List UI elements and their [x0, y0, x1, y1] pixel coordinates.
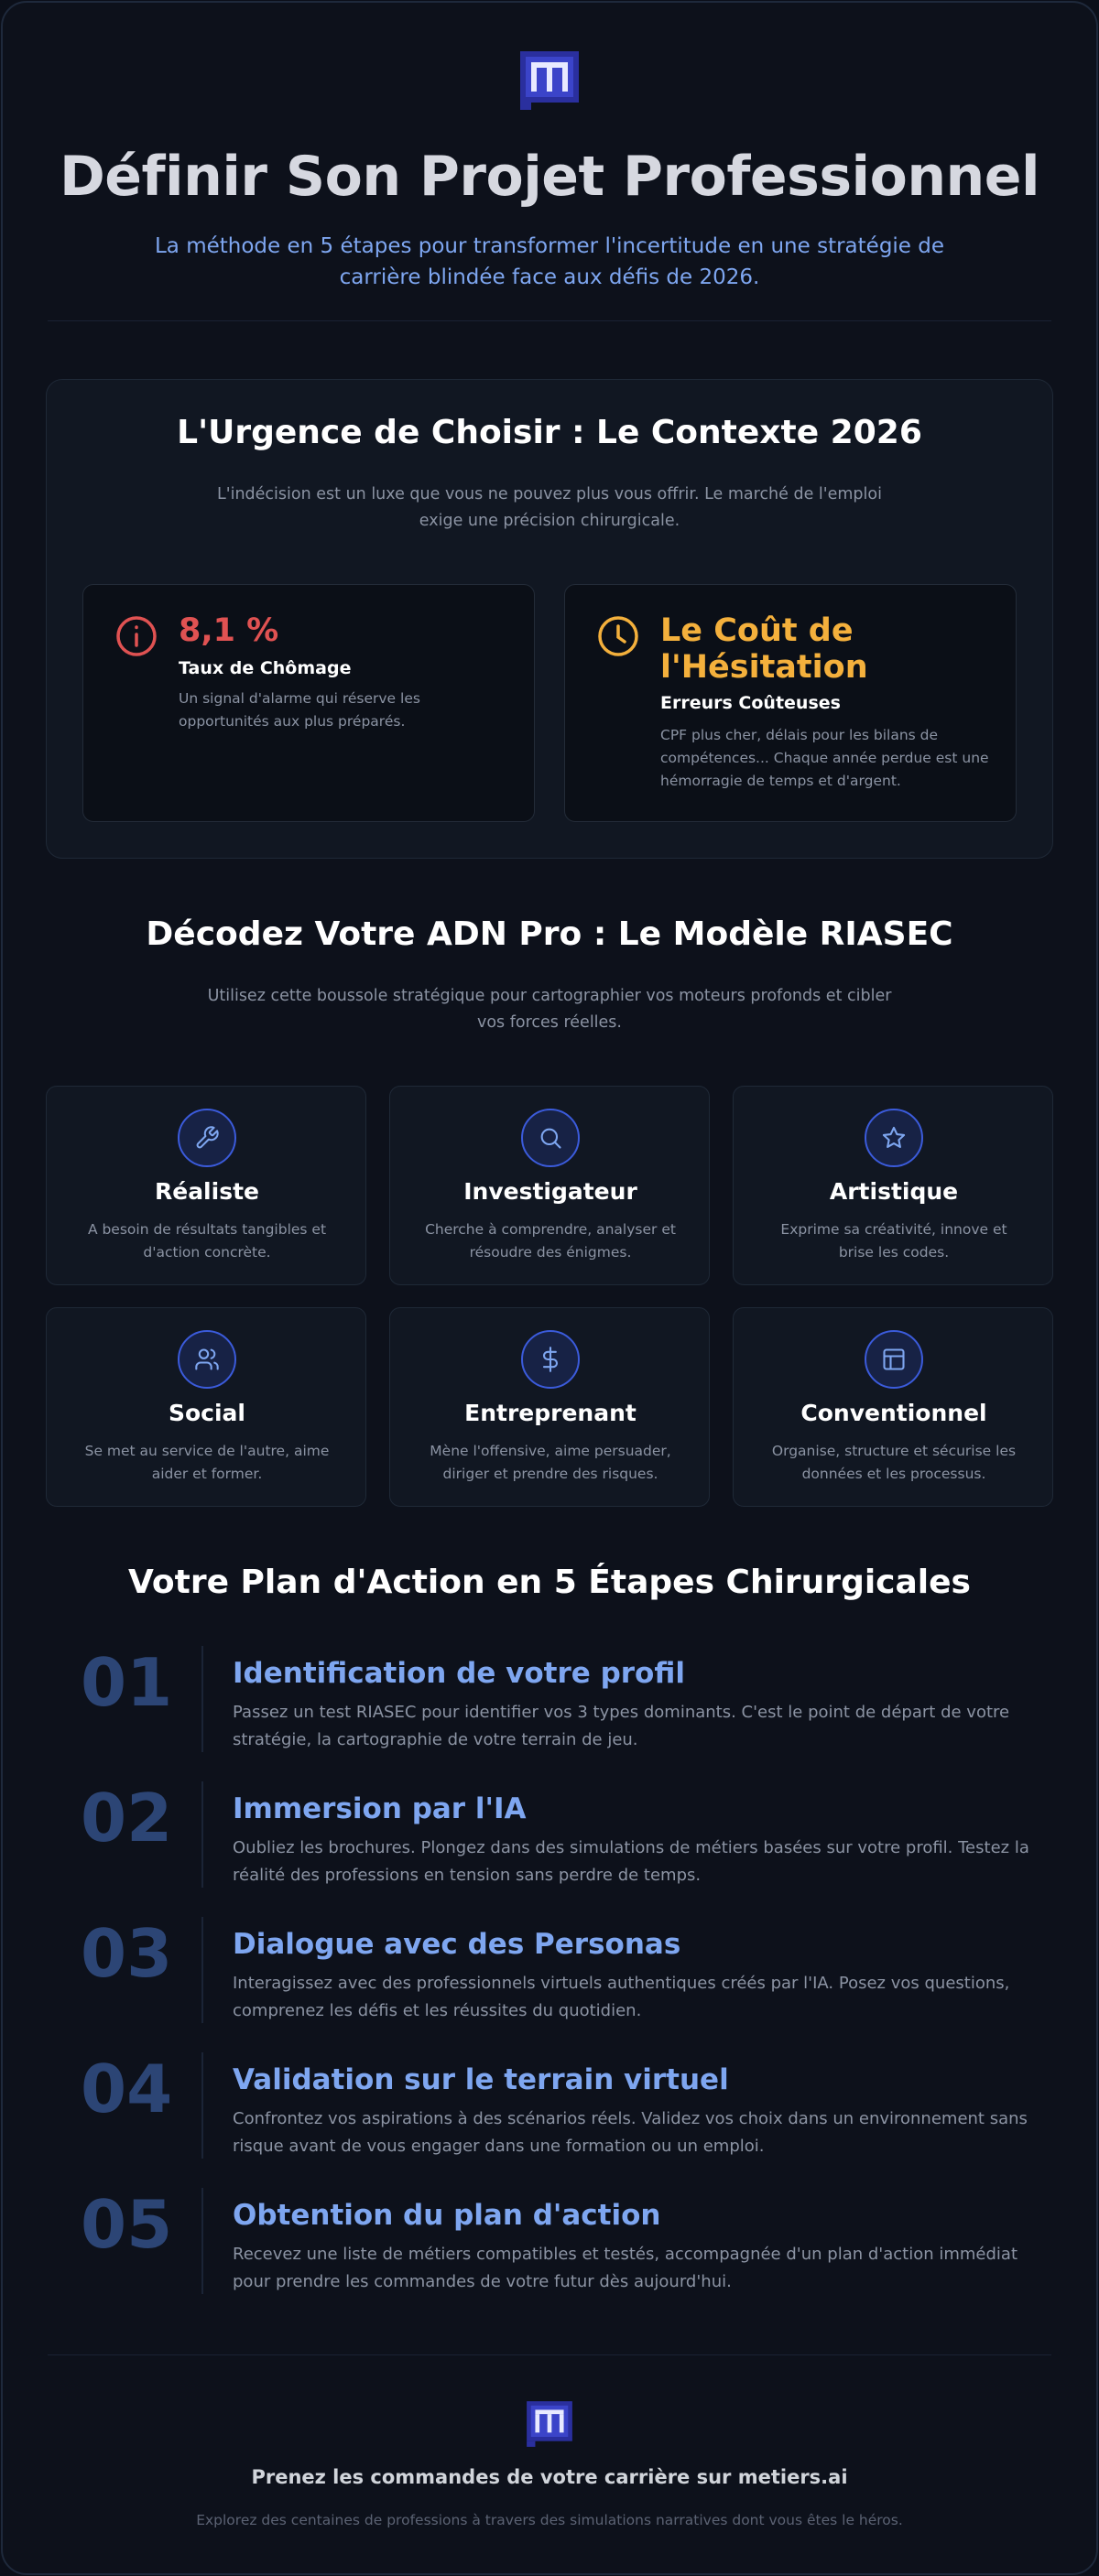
step-number: 05: [81, 2186, 173, 2263]
stat-label: Erreurs Coûteuses: [660, 693, 841, 713]
step-number: 04: [81, 2051, 173, 2127]
step-title: Dialogue avec des Personas: [233, 1928, 681, 1961]
step-number: 03: [81, 1915, 173, 1992]
riasec-lead: Utilisez cette boussole stratégique pour cartographier vos moteurs profonds et cibler vos forces réelles.: [207, 987, 892, 1032]
riasec-name: Investigateur: [463, 1178, 637, 1205]
info-icon: [114, 614, 158, 658]
plan-step: [0, 1917, 1099, 2054]
plan-heading: Votre Plan d'Action en 5 Étapes Chirurgicales: [127, 1564, 971, 1601]
riasec-desc: Mène l'offensive, aime persuader, diriger et prendre des risques.: [430, 1443, 671, 1482]
riasec-desc: Exprime sa créativité, innove et brise les codes.: [780, 1221, 1007, 1261]
clock-icon: [596, 614, 640, 658]
divider: [48, 320, 1051, 321]
step-divider: [201, 2052, 203, 2159]
stat-value: 8,1 %: [179, 612, 279, 649]
stat-card-unemployment: [82, 584, 535, 822]
divider: [48, 2354, 1051, 2355]
plan-step: [0, 1646, 1099, 1783]
step-title: Obtention du plan d'action: [233, 2199, 661, 2232]
star-icon: [881, 1125, 907, 1151]
footer-note: Explorez des centaines de professions à travers des simulations narratives dont vous êtes le héros.: [196, 2512, 903, 2528]
step-text: Passez un test RIASEC pour identifier vos 3 types dominants. C'est le point de départ de votre stratégie, la cartographie de votre terrain de jeu.: [233, 1703, 1010, 1749]
step-title: Identification de votre profil: [233, 1657, 685, 1690]
metiers-logo-icon: [524, 2398, 575, 2450]
step-text: Interagissez avec des professionnels virtuels authentiques créés par l'IA. Posez vos questions, comprenez les défis et les réussites du quotidien.: [233, 1974, 1010, 2020]
step-text: Confrontez vos aspirations à des scénarios réels. Validez vos choix dans un environnement sans risque avant de vous engager dans une formation ou un emploi.: [233, 2109, 1028, 2156]
riasec-desc: A besoin de résultats tangibles et d'action concrète.: [87, 1221, 327, 1261]
stat-text: Un signal d'alarme qui réserve les opportunités aux plus préparés.: [179, 690, 420, 730]
step-divider: [201, 2188, 203, 2294]
riasec-card-entreprenant: [389, 1307, 710, 1507]
plan-step: [0, 2188, 1099, 2325]
step-text: Oubliez les brochures. Plongez dans des simulations de métiers basées sur votre profil. Testez la réalité des professions en tension sans perdre de temps.: [233, 1838, 1029, 1885]
riasec-card-conventionnel: [733, 1307, 1053, 1507]
search-icon: [538, 1125, 563, 1151]
context-heading: L'Urgence de Choisir : Le Contexte 2026: [177, 414, 922, 451]
step-number: 02: [81, 1780, 173, 1856]
riasec-card-realiste: [46, 1086, 366, 1285]
stat-card-hesitation: [564, 584, 1017, 822]
page-subtitle: La méthode en 5 étapes pour transformer l'incertitude en une stratégie de carrière blindée face aux défis de 2026.: [154, 234, 945, 289]
step-title: Immersion par l'IA: [233, 1792, 527, 1825]
riasec-heading: Décodez Votre ADN Pro : Le Modèle RIASEC: [146, 915, 953, 953]
layout-icon: [881, 1347, 907, 1372]
riasec-name: Social: [168, 1400, 245, 1426]
riasec-name: Artistique: [829, 1178, 959, 1205]
plan-step: [0, 1781, 1099, 1919]
stat-value: Le Coût de l'Hésitation: [660, 612, 868, 686]
step-divider: [201, 1917, 203, 2023]
step-title: Validation sur le terrain virtuel: [233, 2063, 729, 2096]
step-divider: [201, 1781, 203, 1888]
page-title: Définir Son Projet Professionnel: [59, 145, 1040, 209]
riasec-card-social: [46, 1307, 366, 1507]
riasec-name: Réaliste: [154, 1178, 259, 1205]
wrench-icon: [194, 1125, 220, 1151]
step-divider: [201, 1646, 203, 1752]
riasec-card-investigateur: [389, 1086, 710, 1285]
riasec-name: Conventionnel: [800, 1400, 987, 1426]
footer-cta: Prenez les commandes de votre carrière sur metiers.ai: [251, 2466, 848, 2488]
step-number: 01: [81, 1644, 173, 1721]
riasec-desc: Se met au service de l'autre, aime aider et former.: [84, 1443, 330, 1482]
context-lead: L'indécision est un luxe que vous ne pouvez plus vous offrir. Le marché de l'emploi exige une précision chirurgicale.: [217, 485, 882, 530]
riasec-card-artistique: [733, 1086, 1053, 1285]
stat-label: Taux de Chômage: [179, 658, 352, 678]
riasec-desc: Organise, structure et sécurise les données et les processus.: [771, 1443, 1017, 1482]
dollar-icon: [538, 1347, 563, 1372]
users-icon: [194, 1347, 220, 1372]
stat-text: CPF plus cher, délais pour les bilans de compétences... Chaque année perdue est une hémorragie de temps et d'argent.: [660, 727, 989, 789]
plan-step: [0, 2052, 1099, 2190]
riasec-name: Entreprenant: [464, 1400, 637, 1426]
metiers-logo-icon: [517, 48, 582, 114]
step-text: Recevez une liste de métiers compatibles et testés, accompagnée d'un plan d'action immédiat pour prendre les commandes de votre futur dès aujourd'hui.: [233, 2245, 1018, 2291]
riasec-desc: Cherche à comprendre, analyser et résoudre des énigmes.: [425, 1221, 676, 1261]
